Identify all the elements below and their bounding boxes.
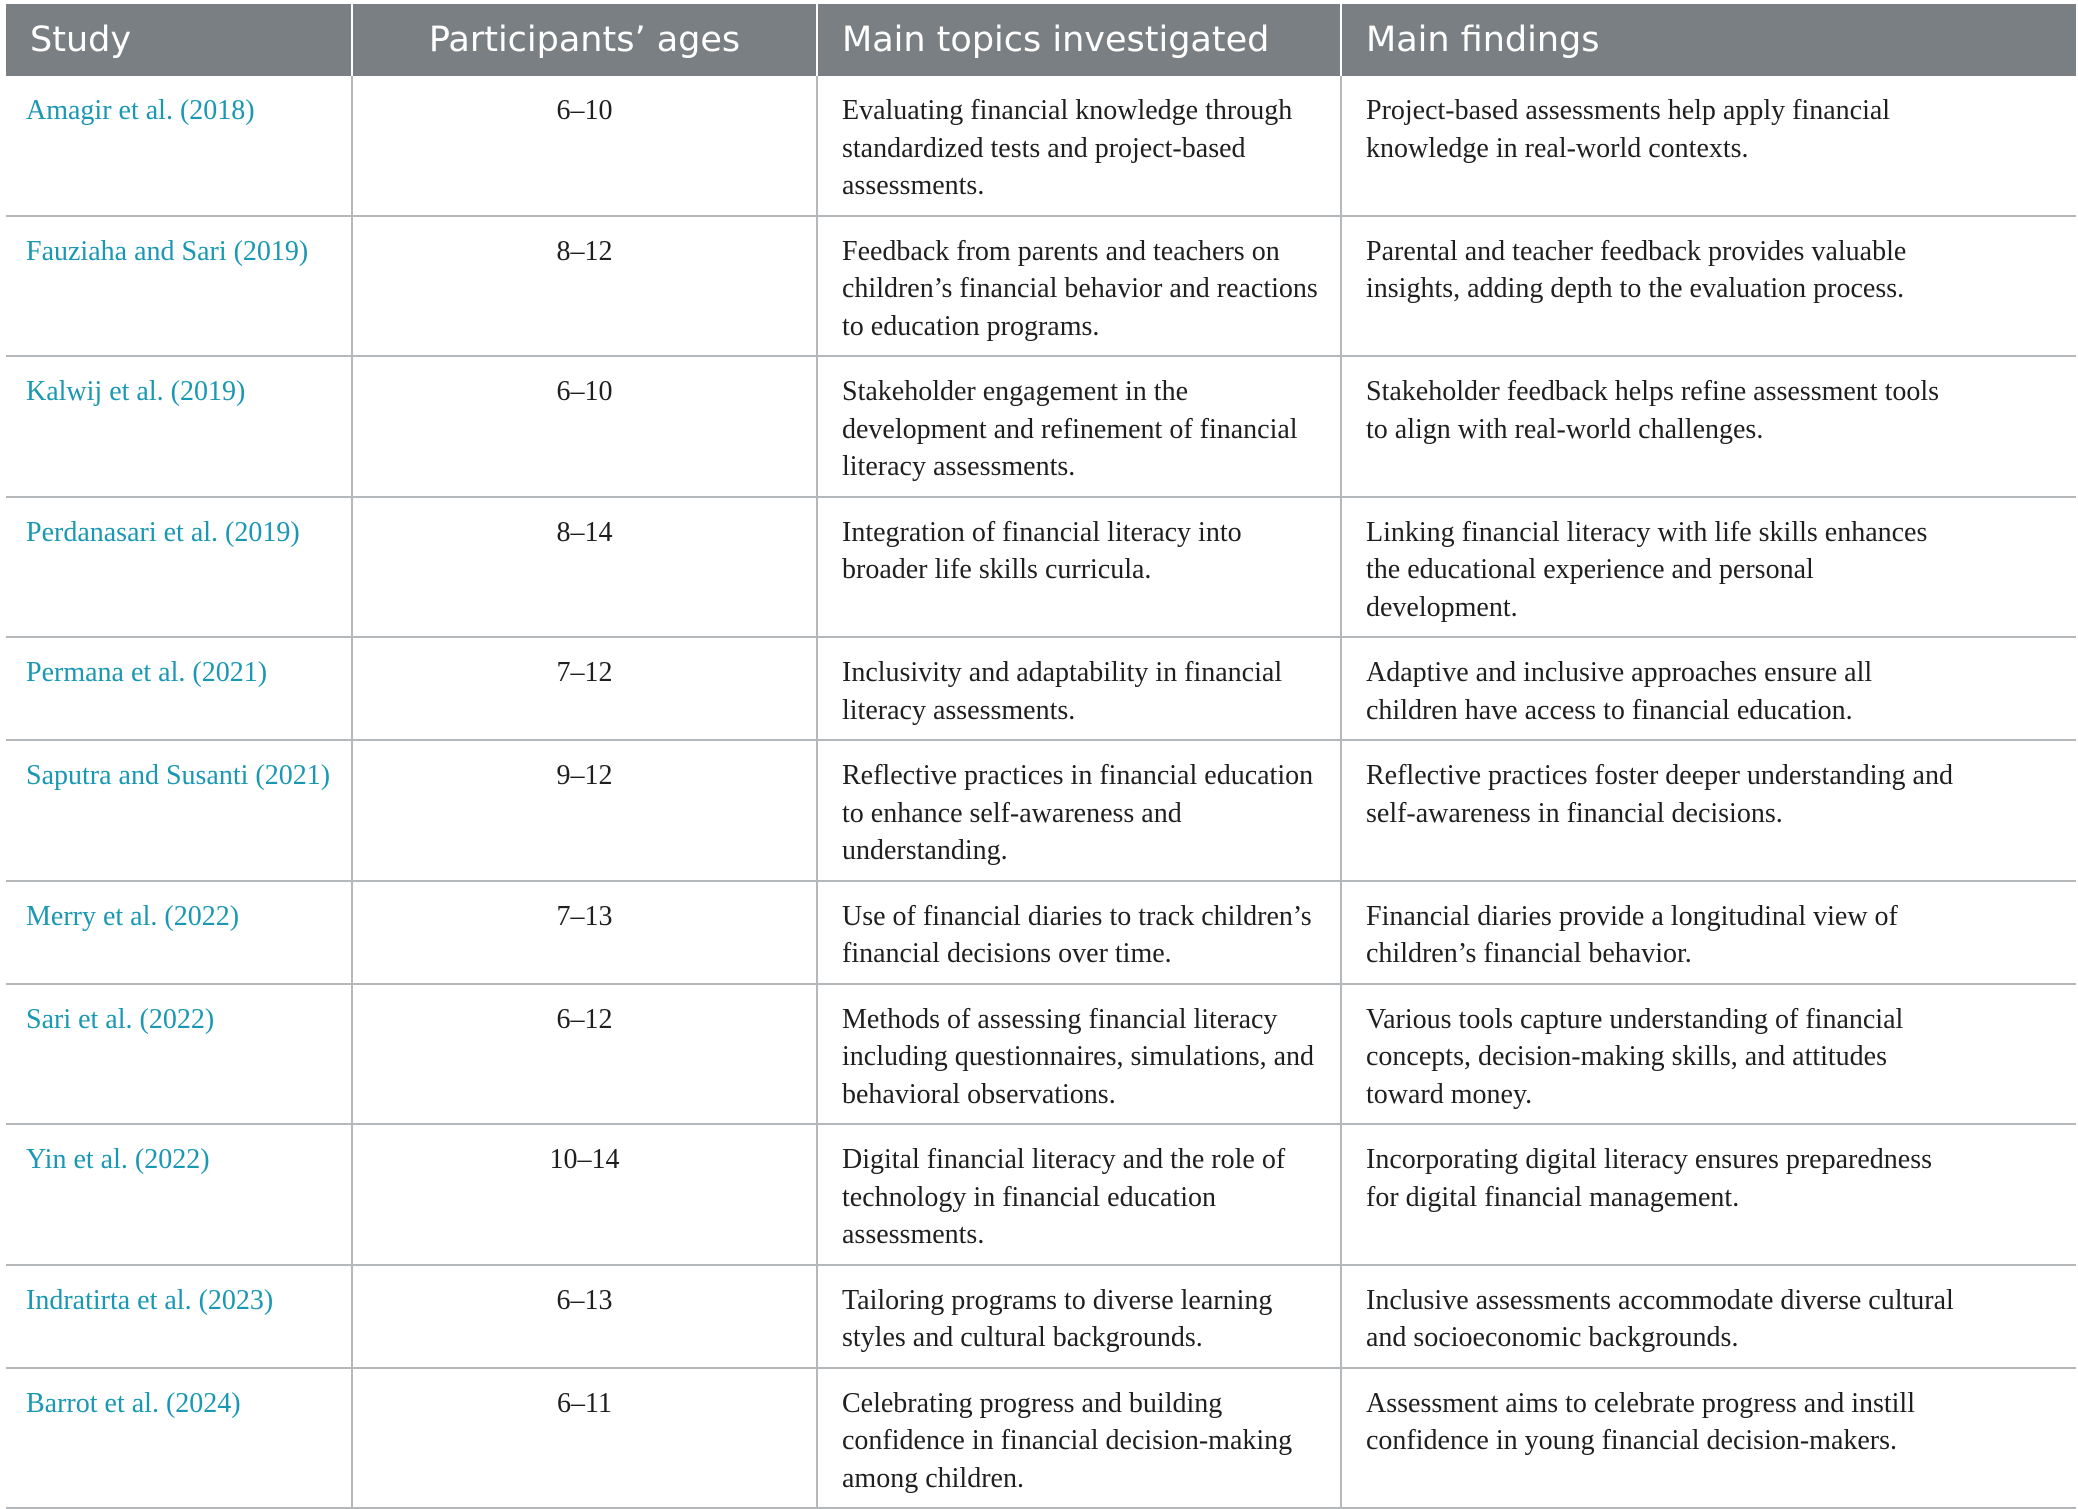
main-findings-cell: Inclusive assessments accommodate diverse cultural and socioeconomic backgrounds.: [1366, 1284, 1954, 1353]
header-participants-ages: Participants’ ages: [352, 4, 817, 76]
main-topics-cell: Stakeholder engagement in the development and refinement of financial literacy assessments.: [817, 356, 1341, 497]
participants-ages-cell: 6–13: [352, 1265, 817, 1368]
participants-ages-cell: 9–12: [352, 740, 817, 881]
participants-ages-cell: 6–12: [352, 984, 817, 1125]
header-row: [6, 4, 2076, 76]
table-row: [6, 1124, 2076, 1265]
main-topics-cell: Integration of financial literacy into broader life skills curricula.: [817, 497, 1341, 638]
table-row: [6, 356, 2076, 497]
table-row: [6, 637, 2076, 740]
main-topics-cell: Feedback from parents and teachers on children’s financial behavior and reactions to education programs.: [817, 216, 1341, 357]
main-findings-cell: Reflective practices foster deeper understanding and self-awareness in financial decisions.: [1366, 760, 1953, 829]
study-link[interactable]: Kalwij et al. (2019): [6, 356, 352, 497]
studies-table-container: [6, 4, 2076, 1509]
main-findings-cell: Incorporating digital literacy ensures preparedness for digital financial management.: [1366, 1144, 1933, 1213]
main-topics-cell: Evaluating financial knowledge through standardized tests and project-based assessments.: [817, 76, 1341, 216]
table-row: [6, 216, 2076, 357]
table-row: [6, 76, 2076, 216]
table-row: [6, 497, 2076, 638]
header-main-findings: Main findings: [1366, 20, 1600, 60]
header-study: Study: [6, 4, 352, 76]
main-topics-cell: Digital financial literacy and the role of technology in financial education assessments.: [817, 1124, 1341, 1265]
main-topics-cell: Use of financial diaries to track children’s financial decisions over time.: [817, 881, 1341, 984]
study-link[interactable]: Barrot et al. (2024): [6, 1368, 352, 1509]
table-row: [6, 1265, 2076, 1368]
table-header: [6, 4, 2076, 76]
main-topics-cell: Celebrating progress and building confidence in financial decision-making among children.: [817, 1368, 1341, 1509]
main-findings-cell: Stakeholder feedback helps refine assessment tools to align with real-world challenges.: [1366, 376, 1940, 445]
study-link[interactable]: Saputra and Susanti (2021): [6, 740, 352, 881]
study-link[interactable]: Sari et al. (2022): [6, 984, 352, 1125]
main-topics-cell: Reflective practices in financial education to enhance self-awareness and understanding.: [817, 740, 1341, 881]
participants-ages-cell: 7–12: [352, 637, 817, 740]
participants-ages-cell: 8–14: [352, 497, 817, 638]
table-row: [6, 740, 2076, 881]
table-row: [6, 881, 2076, 984]
study-link[interactable]: Fauziaha and Sari (2019): [6, 216, 352, 357]
participants-ages-cell: 7–13: [352, 881, 817, 984]
studies-table: [6, 4, 2076, 1509]
table-body: [6, 76, 2076, 1508]
main-findings-cell: Financial diaries provide a longitudinal view of children’s financial behavior.: [1366, 900, 1898, 969]
main-findings-cell: Linking financial literacy with life skills enhances the educational experience and personal development.: [1366, 516, 1928, 623]
main-topics-cell: Tailoring programs to diverse learning styles and cultural backgrounds.: [817, 1265, 1341, 1368]
main-findings-cell: Parental and teacher feedback provides valuable insights, adding depth to the evaluation process.: [1366, 235, 1907, 304]
study-link[interactable]: Permana et al. (2021): [6, 637, 352, 740]
main-topics-cell: Methods of assessing financial literacy including questionnaires, simulations, and behavioral observations.: [817, 984, 1341, 1125]
participants-ages-cell: 6–10: [352, 356, 817, 497]
participants-ages-cell: 10–14: [352, 1124, 817, 1265]
study-link[interactable]: Indratirta et al. (2023): [6, 1265, 352, 1368]
main-findings-cell: Project-based assessments help apply financial knowledge in real-world contexts.: [1366, 95, 1891, 164]
main-findings-cell: Adaptive and inclusive approaches ensure all children have access to financial education.: [1366, 657, 1873, 726]
participants-ages-cell: 8–12: [352, 216, 817, 357]
header-main-topics: Main topics investigated: [817, 4, 1341, 76]
table-row: [6, 1368, 2076, 1509]
study-link[interactable]: Merry et al. (2022): [6, 881, 352, 984]
study-link[interactable]: Amagir et al. (2018): [6, 76, 352, 216]
main-findings-cell: Various tools capture understanding of financial concepts, decision-making skills, and attitudes toward money.: [1366, 1003, 1904, 1110]
main-topics-cell: Inclusivity and adaptability in financial literacy assessments.: [817, 637, 1341, 740]
main-findings-cell: Assessment aims to celebrate progress and instill confidence in young financial decision-makers.: [1366, 1387, 1915, 1456]
table-row: [6, 984, 2076, 1125]
study-link[interactable]: Yin et al. (2022): [6, 1124, 352, 1265]
study-link[interactable]: Perdanasari et al. (2019): [6, 497, 352, 638]
participants-ages-cell: 6–11: [352, 1368, 817, 1509]
participants-ages-cell: 6–10: [352, 76, 817, 216]
